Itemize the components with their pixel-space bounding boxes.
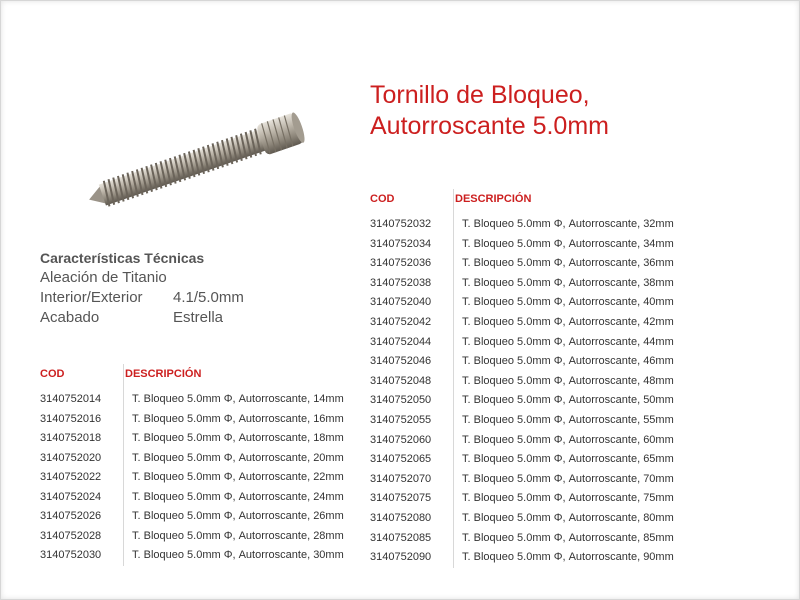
product-code: 3140752022 (40, 471, 102, 483)
product-description: T. Bloqueo 5.0mm Φ, Autorroscante, 24mm (132, 490, 344, 503)
product-description: T. Bloqueo 5.0mm Φ, Autorroscante, 26mm (132, 510, 344, 522)
column-header-description: DESCRIPCIÓN (125, 368, 202, 380)
product-description: T. Bloqueo 5.0mm Φ, Autorroscante, 34mm (462, 237, 674, 250)
table-row (370, 509, 674, 529)
product-table-right (370, 193, 674, 568)
product-code: 3140752026 (40, 510, 102, 522)
product-description: T. Bloqueo 5.0mm Φ, Autorroscante, 18mm (132, 432, 344, 444)
table-row (40, 410, 344, 430)
column-header-description: DESCRIPCIÓN (455, 193, 532, 205)
spec-row-diameter (40, 288, 340, 308)
product-code: 3140752038 (370, 276, 432, 289)
screw-product-image (70, 105, 320, 215)
table-row (40, 449, 344, 469)
product-code: 3140752080 (370, 511, 432, 524)
product-description: T. Bloqueo 5.0mm Φ, Autorroscante, 40mm (462, 296, 674, 309)
table-row (370, 548, 674, 568)
spec-material-value: Aleación de Titanio (40, 269, 167, 286)
product-description: T. Bloqueo 5.0mm Φ, Autorroscante, 20mm (132, 451, 344, 464)
table-body (370, 215, 674, 568)
product-code: 3140752016 (40, 412, 102, 425)
product-code: 3140752085 (370, 531, 432, 544)
title-line-2: Autorroscante 5.0mm (370, 112, 609, 140)
product-code: 3140752018 (40, 432, 102, 444)
table-row (370, 274, 674, 294)
table-row (370, 352, 674, 372)
column-header-cod: COD (40, 368, 65, 380)
product-code: 3140752036 (370, 257, 432, 270)
product-description: T. Bloqueo 5.0mm Φ, Autorroscante, 32mm (462, 218, 674, 230)
product-description: T. Bloqueo 5.0mm Φ, Autorroscante, 38mm (462, 276, 674, 289)
product-code: 3140752075 (370, 492, 432, 505)
table-row (370, 411, 674, 431)
table-header (40, 368, 344, 390)
product-code: 3140752090 (370, 551, 432, 564)
product-description: T. Bloqueo 5.0mm Φ, Autorroscante, 44mm (462, 335, 674, 348)
product-code: 3140752028 (40, 529, 102, 542)
table-row (370, 235, 674, 255)
product-code: 3140752060 (370, 433, 432, 446)
spec-value: 4.1/5.0mm (173, 289, 244, 306)
product-description: T. Bloqueo 5.0mm Φ, Autorroscante, 22mm (132, 471, 344, 483)
product-code: 3140752040 (370, 296, 432, 309)
product-description: T. Bloqueo 5.0mm Φ, Autorroscante, 16mm (132, 412, 344, 425)
spec-material (40, 268, 340, 288)
product-table-left (40, 368, 344, 566)
table-row (370, 489, 674, 509)
product-description: T. Bloqueo 5.0mm Φ, Autorroscante, 50mm (462, 394, 674, 407)
product-description: T. Bloqueo 5.0mm Φ, Autorroscante, 80mm (462, 511, 674, 524)
table-row (40, 507, 344, 527)
product-description: T. Bloqueo 5.0mm Φ, Autorroscante, 48mm (462, 374, 674, 387)
product-code: 3140752044 (370, 335, 432, 348)
product-code: 3140752032 (370, 218, 432, 230)
column-header-cod: COD (370, 193, 395, 205)
table-row (370, 431, 674, 451)
table-row (370, 215, 674, 235)
product-description: T. Bloqueo 5.0mm Φ, Autorroscante, 42mm (462, 315, 674, 328)
table-row (370, 470, 674, 490)
product-description: T. Bloqueo 5.0mm Φ, Autorroscante, 85mm (462, 531, 674, 544)
table-row (40, 546, 344, 566)
specs-title: Características Técnicas (40, 250, 205, 266)
spec-label: Interior/Exterior (40, 289, 143, 306)
product-code: 3140752014 (40, 393, 102, 405)
product-code: 3140752070 (370, 472, 432, 485)
product-code: 3140752048 (370, 374, 432, 387)
product-description: T. Bloqueo 5.0mm Φ, Autorroscante, 70mm (462, 472, 674, 485)
product-description: T. Bloqueo 5.0mm Φ, Autorroscante, 75mm (462, 492, 674, 505)
table-row (370, 450, 674, 470)
product-code: 3140752024 (40, 490, 102, 503)
table-body (40, 390, 344, 566)
table-row (370, 293, 674, 313)
table-row (40, 488, 344, 508)
product-title (370, 80, 770, 142)
product-code: 3140752065 (370, 453, 432, 466)
table-header (370, 193, 674, 215)
product-code: 3140752034 (370, 237, 432, 250)
title-line-1: Tornillo de Bloqueo, (370, 81, 590, 109)
table-row (370, 391, 674, 411)
product-description: T. Bloqueo 5.0mm Φ, Autorroscante, 14mm (132, 393, 344, 405)
table-row (40, 429, 344, 449)
table-row (40, 468, 344, 488)
table-row (40, 527, 344, 547)
table-row (370, 254, 674, 274)
table-row (370, 333, 674, 353)
product-code: 3140752050 (370, 394, 432, 407)
product-code: 3140752055 (370, 413, 432, 426)
table-row (370, 529, 674, 549)
product-description: T. Bloqueo 5.0mm Φ, Autorroscante, 90mm (462, 551, 674, 564)
product-description: T. Bloqueo 5.0mm Φ, Autorroscante, 46mm (462, 355, 674, 368)
product-description: T. Bloqueo 5.0mm Φ, Autorroscante, 30mm (132, 549, 344, 561)
technical-specs (40, 250, 340, 328)
product-code: 3140752046 (370, 355, 432, 368)
product-description: T. Bloqueo 5.0mm Φ, Autorroscante, 28mm (132, 529, 344, 542)
product-description: T. Bloqueo 5.0mm Φ, Autorroscante, 55mm (462, 413, 674, 426)
spec-value: Estrella (173, 309, 224, 326)
table-row (370, 313, 674, 333)
table-row (370, 372, 674, 392)
spec-label: Acabado (40, 309, 100, 326)
product-code: 3140752030 (40, 549, 102, 561)
product-description: T. Bloqueo 5.0mm Φ, Autorroscante, 65mm (462, 453, 674, 466)
product-code: 3140752042 (370, 315, 432, 328)
spec-row-finish (40, 308, 340, 328)
product-code: 3140752020 (40, 451, 102, 464)
table-row (40, 390, 344, 410)
product-description: T. Bloqueo 5.0mm Φ, Autorroscante, 36mm (462, 257, 674, 270)
product-description: T. Bloqueo 5.0mm Φ, Autorroscante, 60mm (462, 433, 674, 446)
